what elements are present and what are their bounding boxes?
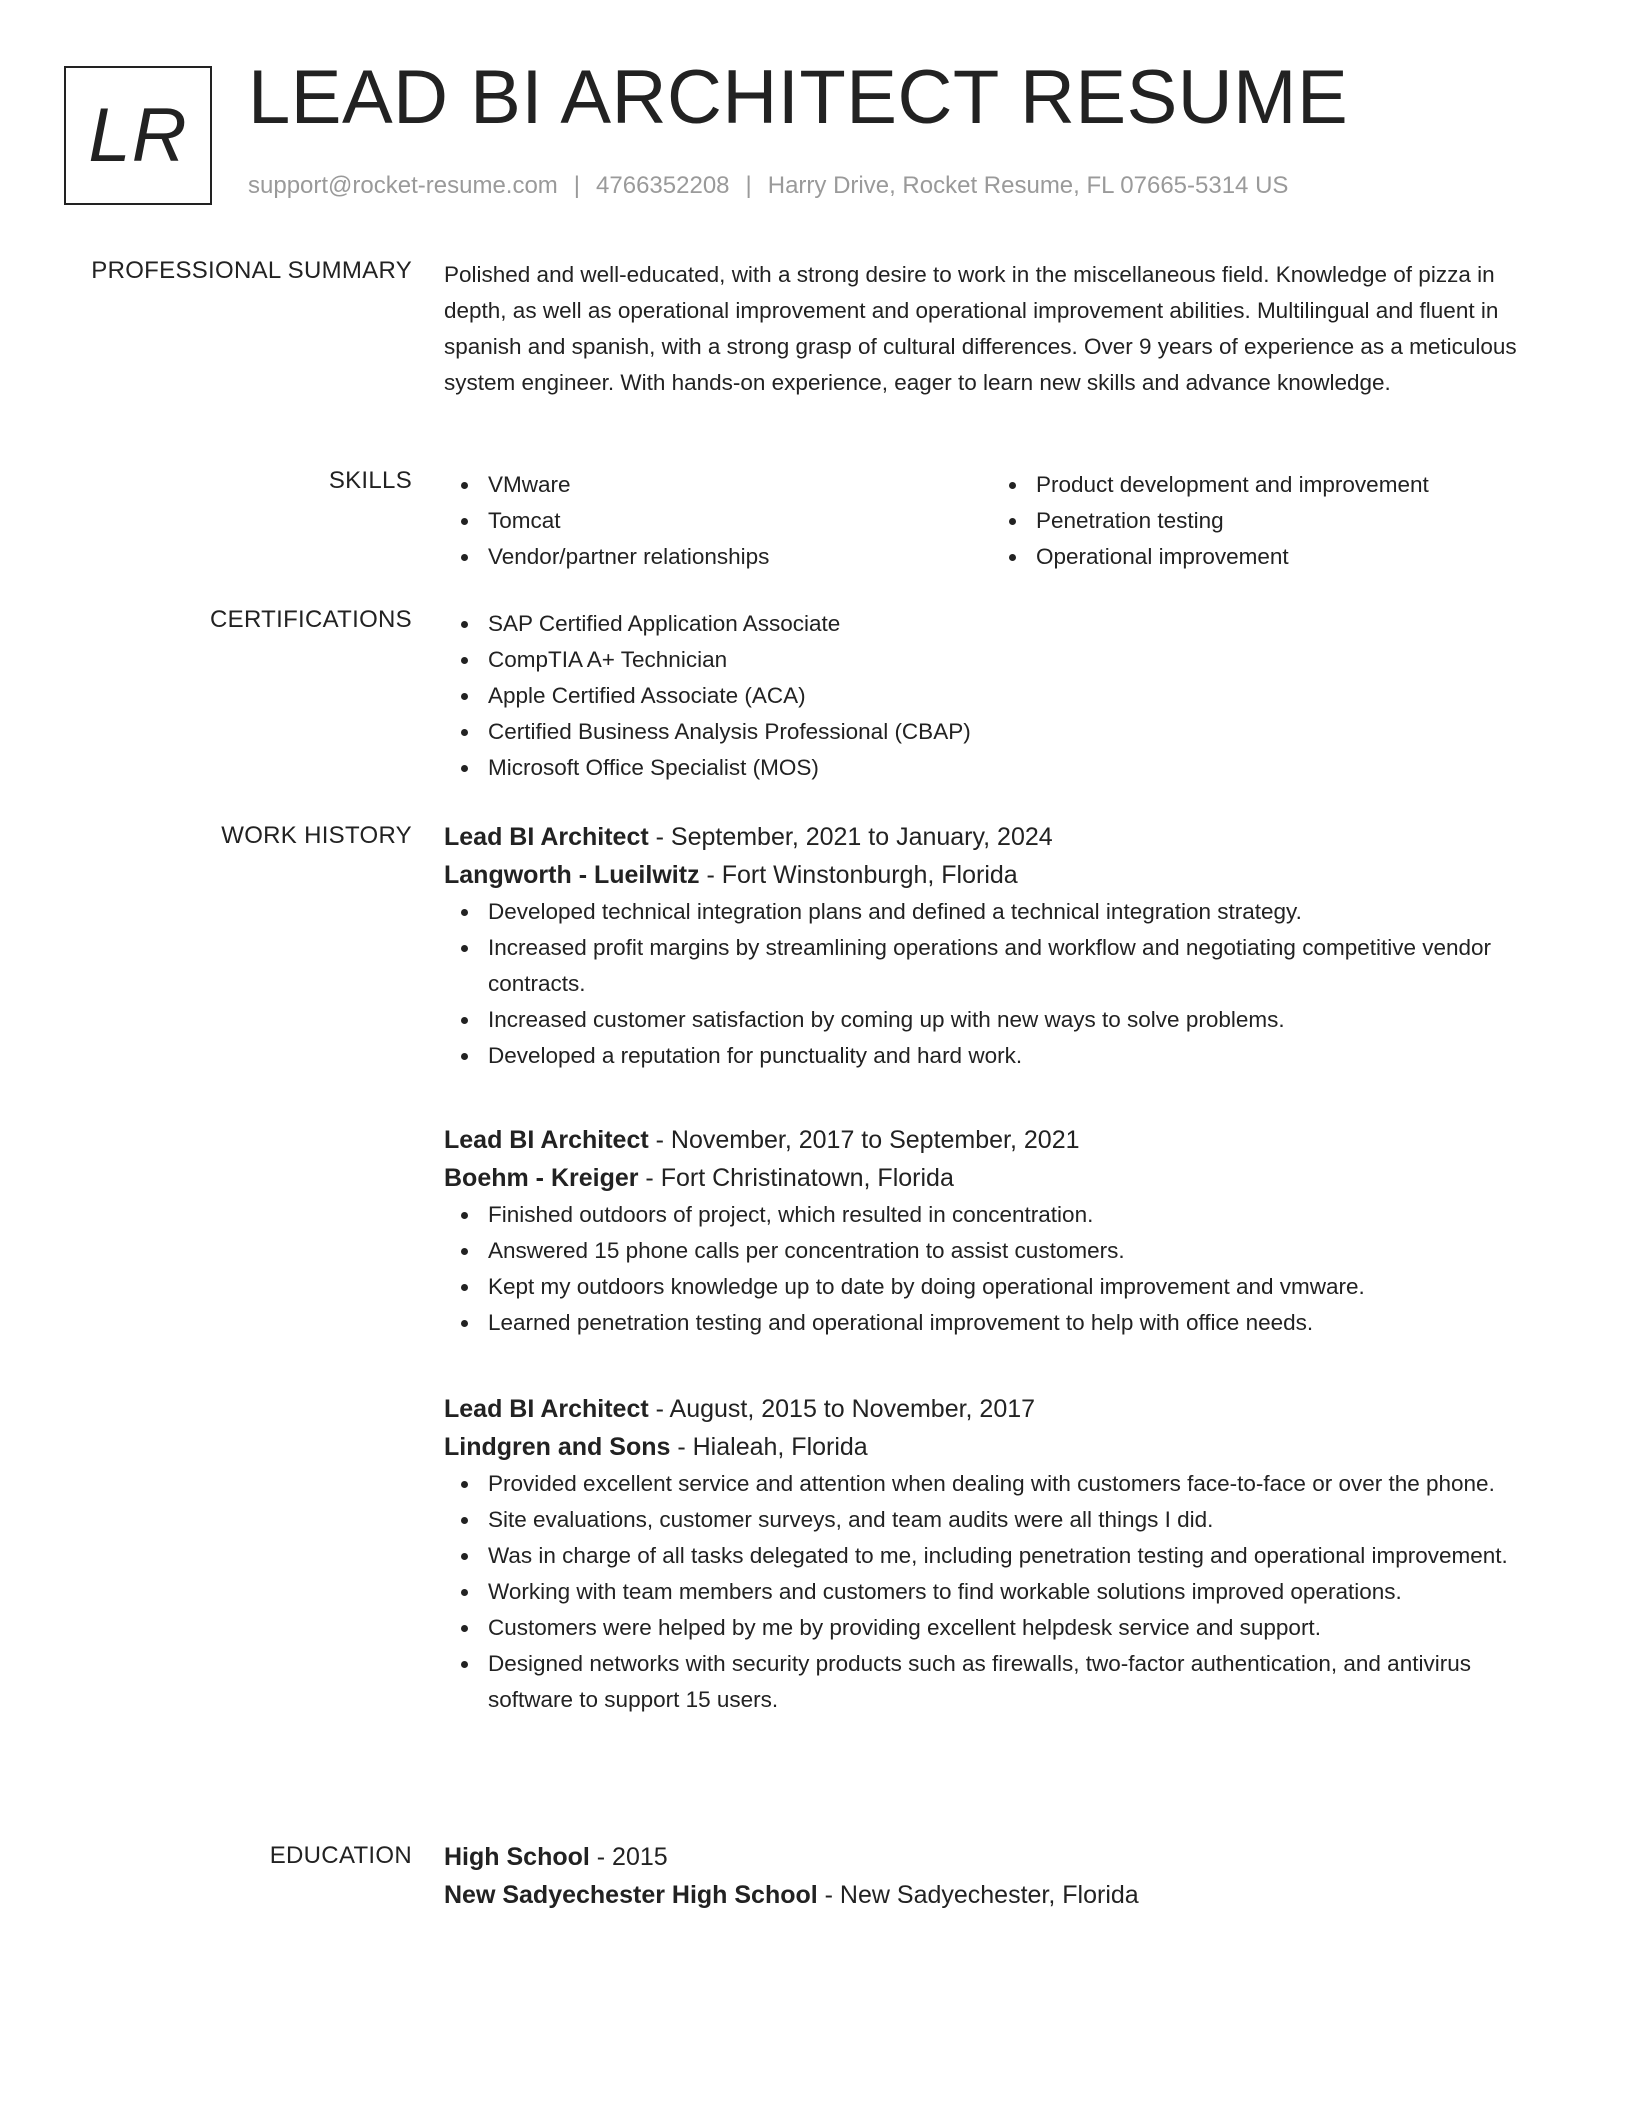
- job-title-line: [444, 1390, 1540, 1428]
- job-bullet: Provided excellent service and attention when dealing with customers face-to-face or over the phone.: [488, 1466, 1540, 1502]
- job-bullet: Increased profit margins by streamlining operations and workflow and negotiating competitive vendor contracts.: [488, 930, 1540, 1002]
- contact-address: Harry Drive, Rocket Resume, FL 07665-5314 US: [767, 172, 1289, 199]
- certification-item: Apple Certified Associate (ACA): [488, 678, 1540, 714]
- job-company: Lindgren and Sons: [444, 1433, 671, 1461]
- job-entry: [444, 818, 1540, 1074]
- job-entry: [444, 1390, 1540, 1718]
- monogram-logo: LR: [64, 66, 212, 205]
- contact-phone: 4766352208: [596, 172, 730, 199]
- contact-line: [248, 172, 1288, 200]
- education-degree: High School: [444, 1843, 590, 1871]
- job-company: Boehm - Kreiger: [444, 1164, 639, 1192]
- certifications-heading: CERTIFICATIONS: [210, 606, 412, 633]
- skill-item: Vendor/partner relationships: [488, 539, 992, 575]
- job-company-line: [444, 1428, 1540, 1466]
- job-bullet: Developed technical integration plans and defined a technical integration strategy.: [488, 894, 1540, 930]
- job-dates: - September, 2021 to January, 2024: [648, 823, 1053, 851]
- education-entry: [444, 1838, 1540, 1914]
- job-title: Lead BI Architect: [444, 1395, 649, 1423]
- certification-item: Microsoft Office Specialist (MOS): [488, 750, 1540, 786]
- job-bullet: Working with team members and customers to find workable solutions improved operations.: [488, 1574, 1540, 1610]
- job-company-line: [444, 856, 1540, 894]
- job-bullet: Learned penetration testing and operational improvement to help with office needs.: [488, 1305, 1540, 1341]
- certifications-list: [444, 606, 1540, 786]
- job-company: Langworth - Lueilwitz: [444, 861, 700, 889]
- job-bullet: Was in charge of all tasks delegated to me, including penetration testing and operational improvement.: [488, 1538, 1540, 1574]
- contact-separator: |: [745, 172, 752, 199]
- education-location: - New Sadyechester, Florida: [817, 1881, 1139, 1909]
- skill-item: Penetration testing: [1036, 503, 1540, 539]
- page-title: LEAD BI ARCHITECT RESUME: [248, 55, 1349, 140]
- education-year: - 2015: [589, 1843, 668, 1871]
- skills-column-right: [992, 467, 1540, 575]
- skills-column-left: [444, 467, 992, 575]
- skill-item: Product development and improvement: [1036, 467, 1540, 503]
- contact-separator: |: [573, 172, 581, 199]
- job-entry: [444, 1121, 1540, 1341]
- job-title-line: [444, 1121, 1540, 1159]
- job-bullet: Finished outdoors of project, which resulted in concentration.: [488, 1197, 1540, 1233]
- job-dates: - August, 2015 to November, 2017: [648, 1395, 1036, 1423]
- job-location: - Fort Winstonburgh, Florida: [699, 861, 1018, 889]
- contact-email: support@rocket-resume.com: [248, 172, 558, 199]
- summary-text: Polished and well-educated, with a strong desire to work in the miscellaneous field. Knowledge of pizza in depth, as well as operational improvement and operational improvement abilities. Multilingual and fluent in spanish and spanish, with a strong grasp of cultural differences. Over 9 years of experience as a meticulous system engineer. With hands-on experience, eager to learn new skills and advance knowledge.: [444, 262, 1517, 395]
- skills-heading: SKILLS: [328, 467, 412, 494]
- skill-item: Operational improvement: [1036, 539, 1540, 575]
- job-title: Lead BI Architect: [444, 823, 649, 851]
- skill-item: Tomcat: [488, 503, 992, 539]
- job-bullet: Developed a reputation for punctuality and hard work.: [488, 1038, 1540, 1074]
- job-company-line: [444, 1159, 1540, 1197]
- job-title: Lead BI Architect: [444, 1126, 649, 1154]
- job-bullet: Answered 15 phone calls per concentration to assist customers.: [488, 1233, 1540, 1269]
- summary-heading: PROFESSIONAL SUMMARY: [91, 257, 412, 284]
- job-bullet: Increased customer satisfaction by coming up with new ways to solve problems.: [488, 1002, 1540, 1038]
- job-location: - Fort Christinatown, Florida: [638, 1164, 954, 1192]
- job-bullet: Customers were helped by me by providing excellent helpdesk service and support.: [488, 1610, 1540, 1646]
- education-degree-line: [444, 1838, 1540, 1876]
- job-bullet: Site evaluations, customer surveys, and team audits were all things I did.: [488, 1502, 1540, 1538]
- certification-item: SAP Certified Application Associate: [488, 606, 1540, 642]
- education-school: New Sadyechester High School: [444, 1881, 818, 1909]
- work-history-heading: WORK HISTORY: [221, 822, 412, 849]
- job-bullets: [444, 1466, 1540, 1718]
- job-bullets: [444, 894, 1540, 1074]
- skill-item: VMware: [488, 467, 992, 503]
- job-bullet: Designed networks with security products such as firewalls, two-factor authentication, and antivirus software to support 15 users.: [488, 1646, 1540, 1718]
- job-bullet: Kept my outdoors knowledge up to date by doing operational improvement and vmware.: [488, 1269, 1540, 1305]
- education-school-line: [444, 1876, 1540, 1914]
- job-bullets: [444, 1197, 1540, 1341]
- job-dates: - November, 2017 to September, 2021: [648, 1126, 1080, 1154]
- job-title-line: [444, 818, 1540, 856]
- skills-list: [444, 467, 1540, 575]
- education-heading: EDUCATION: [269, 1842, 412, 1869]
- certification-item: CompTIA A+ Technician: [488, 642, 1540, 678]
- certification-item: Certified Business Analysis Professional (CBAP): [488, 714, 1540, 750]
- job-location: - Hialeah, Florida: [670, 1433, 868, 1461]
